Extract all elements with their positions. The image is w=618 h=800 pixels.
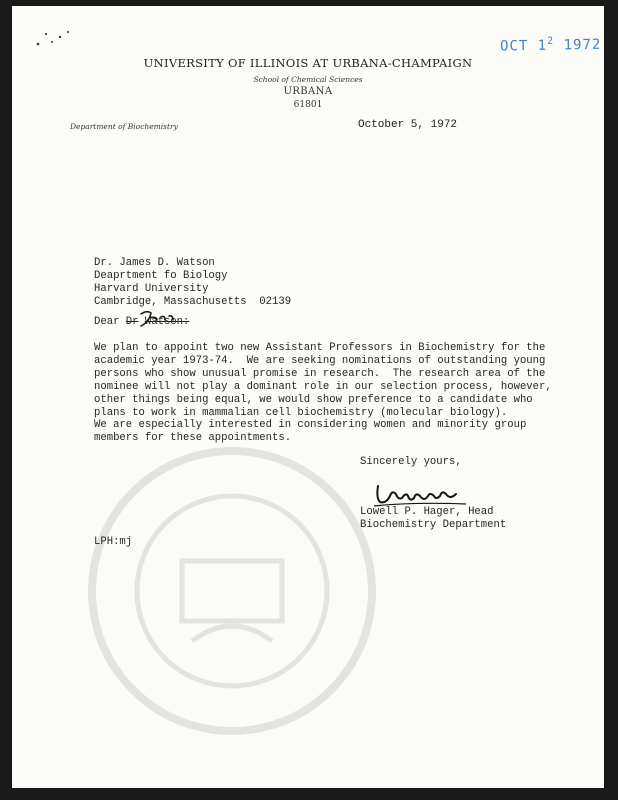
salutation-title-struck: Dr [125, 316, 139, 328]
university-seal-watermark [72, 441, 392, 741]
signer-name: Lowell P. Hager, Head [360, 506, 494, 518]
address-line: Deaprtment fo Biology [94, 270, 228, 282]
punch-marks [34, 28, 74, 50]
body-line: We plan to appoint two new Assistant Professors in Biochemistry for the [94, 342, 546, 354]
body-line: We are especially interested in considering women and minority group [94, 419, 527, 431]
signer-department: Biochemistry Department [360, 519, 507, 531]
address-line: Cambridge, Massachusetts 02139 [94, 296, 292, 308]
letter-page [12, 6, 604, 788]
letterhead-school: School of Chemical Sciences [253, 75, 363, 84]
signer-block [360, 506, 506, 532]
body-line: nominee will not play a dominant role in our selection process, however, [94, 381, 552, 393]
stamp-date: OCT 1 [499, 37, 548, 55]
address-line: Dr. James D. Watson [94, 257, 215, 269]
stamp-year: 1972 [563, 36, 602, 54]
body-line: persons who show unusual promise in research. The research area of the [94, 368, 546, 380]
letterhead-university: UNIVERSITY OF ILLINOIS AT URBANA-CHAMPAIGN [143, 56, 473, 70]
letter-date: October 5, 1972 [358, 119, 458, 131]
body-line: plans to work in mammalian cell biochemistry (molecular biology). [94, 407, 508, 419]
handwritten-correction [127, 308, 187, 330]
typist-initials: LPH:mj [94, 536, 133, 548]
letterhead-department: Department of Biochemistry [70, 122, 178, 131]
closing: Sincerely yours, [360, 456, 462, 468]
received-date-stamp [500, 35, 602, 54]
recipient-address [94, 257, 291, 309]
letterhead-zip: 61801 [293, 100, 323, 110]
salutation-dear: Dear [94, 316, 126, 328]
salutation-name-struck: Watson: [144, 316, 190, 328]
body-paragraph-2 [94, 419, 526, 445]
signature [372, 478, 472, 508]
body-line: academic year 1973-74. We are seeking nominations of outstanding young [94, 355, 546, 367]
body-line: other things being equal, we would show preference to a candidate who [94, 394, 533, 406]
stamp-date-digit: 2 [547, 35, 555, 48]
letterhead-city: URBANA [283, 86, 333, 97]
body-paragraph-1 [94, 342, 552, 420]
address-line: Harvard University [94, 283, 209, 295]
body-line: members for these appointments. [94, 432, 292, 444]
